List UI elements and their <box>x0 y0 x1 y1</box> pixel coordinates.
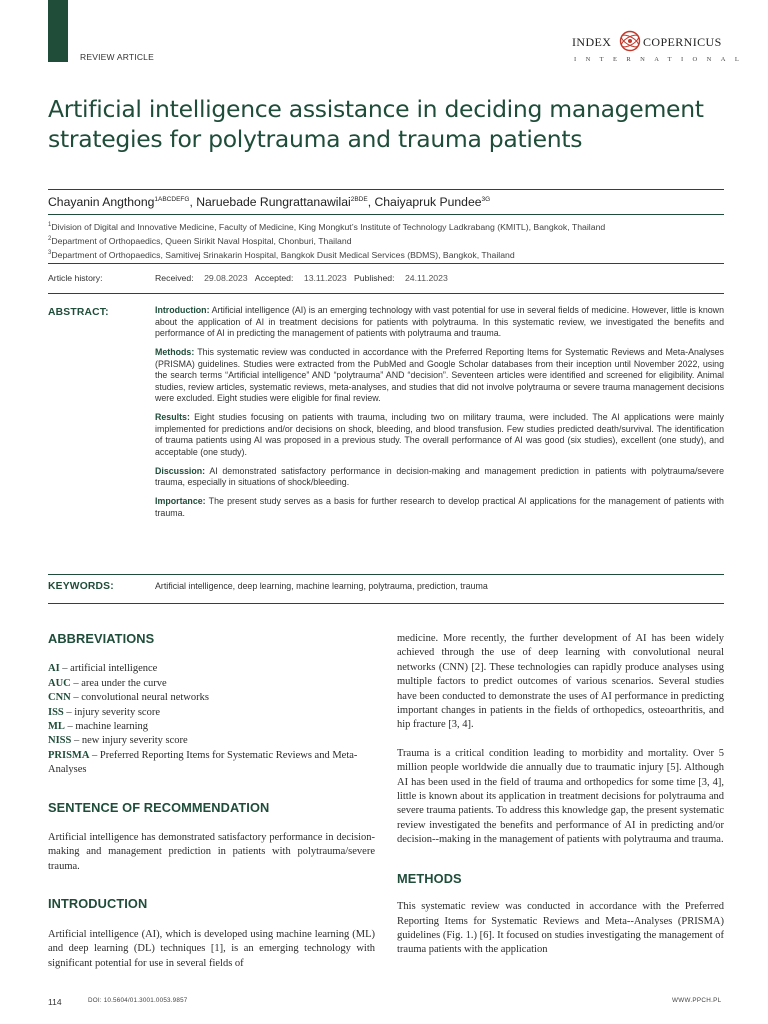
article-history <box>155 273 448 283</box>
abbreviations-heading: ABBREVIATIONS <box>48 631 155 646</box>
accent-bar <box>48 0 68 62</box>
affiliation-item: $^1$Division of Digital and Innovative Medicine, Faculty of Medicine, King Mongkut’s Institute of Technology Ladkrabang (KMITL), Bangkok, Thailand <box>48 221 606 232</box>
divider <box>48 263 724 264</box>
right-column <box>397 632 724 958</box>
abbreviation-item: ML – machine learning <box>48 721 149 733</box>
recommendation-heading: SENTENCE OF RECOMMENDATION <box>48 799 270 815</box>
article-type: REVIEW ARTICLE <box>80 52 154 62</box>
methods-heading: METHODS <box>397 870 462 886</box>
abstract-section: Introduction: Artificial intelligence (AI) is an emerging technology with vast potential for use in several fields of medicine. However, little is known about the application of AI in treatment decisions for patients with polytrauma. In this systematic review, we investigated the benefits and performance of AI in predicting the management of patients with polytrauma and trauma. <box>155 305 724 338</box>
published-date: 24.11.2023 <box>404 273 448 283</box>
abbreviation-item: CNN – convolutional neural networks <box>48 692 209 704</box>
doi-link[interactable]: DOI: 10.5604/01.3001.0053.9857 <box>88 997 188 1004</box>
received-label: Received: <box>155 273 194 283</box>
abstract-section: Discussion: AI demonstrated satisfactory performance in decision-making and management prediction in patients with polytrauma/severe trauma, especially in situations of shock/bleeding. <box>155 465 724 487</box>
divider <box>48 189 724 190</box>
abbreviation-item: AI – artificial intelligence <box>48 663 158 675</box>
logo-word-left: INDEX <box>572 35 612 49</box>
keywords-label: KEYWORDS: <box>48 581 114 592</box>
author-name: Chaiyapruk Pundee <box>374 195 482 209</box>
author-name: Chayanin Angthong <box>48 195 155 209</box>
affiliations <box>48 219 728 261</box>
logo-subtitle: INTERNATIONAL <box>574 56 749 63</box>
published-label: Published: <box>353 273 395 283</box>
abstract-section: Importance: The present study serves as a basis for further research to develop practical AI applications for the management of patients with trauma. <box>155 496 724 518</box>
journal-logo <box>572 30 749 66</box>
introduction-heading: INTRODUCTION <box>48 896 148 912</box>
abbreviation-item: ISS – injury severity score <box>48 706 160 718</box>
copernicus-emblem-icon <box>619 30 641 52</box>
abstract-section: Results: Eight studies focusing on patients with trauma, including two on military trauma, were included. The AI applications were mainly implemented for predictions and/or decisions on shock, bleeding, and blood transfusion. Few studies predicted death/survival. The identification of trauma patients using AI was proposed in a previous study. The overall performance of AI was good (six studies), excellent (one study), and acceptable (one study). <box>155 412 724 457</box>
website-link[interactable]: WWW.PPCH.PL <box>672 997 722 1004</box>
author-sup: 1ABCDEFG <box>154 195 190 203</box>
author-list: Chayanin Angthong$^{1ABCDEFG}$, Naruebade Rungrattanawilai$^{2BDE}$, Chaiyapruk Pundee$^{3G}$ <box>48 195 491 209</box>
abstract-label: ABSTRACT: <box>48 307 109 318</box>
abbreviation-item: PRISMA – Preferred Reporting Items for Systematic Reviews and Meta-Analyses <box>48 749 358 776</box>
author-sup: 2BDE <box>350 195 368 203</box>
abstract-section: Methods: This systematic review was conducted in accordance with the Preferred Reporting Items for Systematic Reviews and Meta-Analyses (PRISMA) guidelines. Studies were extracted from the PubMed and Google Scholar databases from their inception until November 2022, using the search terms “Artificial intelligence” AND “polytrauma” AND “decision”. Seventeen articles were identified and screened for eligibility. Animal studies, review articles, systematic reviews, meta-analyses, and studies that did not involve polytrauma or severe trauma management decisions were excluded. Eight studies were eligible for final review. <box>155 347 724 403</box>
affiliation-item: $^3$Department of Orthopaedics, Samitivej Srinakarin Hospital, Bangkok Dusit Medical Services (BDMS), Bangkok, Thailand <box>48 249 515 260</box>
author-sup: 3G <box>481 195 491 203</box>
affiliation-item: $^2$Department of Orthopaedics, Queen Sirikit Naval Hospital, Chonburi, Thailand <box>48 235 352 246</box>
introduction-text: Artificial intelligence (AI), which is developed using machine learning (ML) and deep learning (DL) techniques [1], is an emerging technology with significant potential for use in several fields of <box>48 928 375 969</box>
history-label: Article history: <box>48 273 103 283</box>
recommendation-text: Artificial intelligence has demonstrated satisfactory performance in decision-making and management prediction in patients with polytrauma/severe trauma. <box>48 832 375 872</box>
abbreviations-list <box>48 662 375 777</box>
page-number: 114 <box>48 997 62 1007</box>
divider <box>48 293 724 294</box>
article-title: Artificial intelligence assistance in deciding management strategies for polytrauma and trauma patients <box>48 95 704 153</box>
divider <box>48 603 724 604</box>
body-paragraph: Trauma is a critical condition leading to morbidity and mortality. Over 5 million people worldwide die annually due to traumatic injury [5]. Although AI has been used in the field of trauma and orthopedics for some time [3, 4], little is known about its application in treatment decisions for polytrauma and severe trauma patients. To address this knowledge gap, the present systematic review investigated the benefits and performance of AI in predicting and/or decision--making in the management of patients with polytrauma and trauma. <box>397 747 724 846</box>
left-column <box>48 632 375 971</box>
accepted-label: Accepted: <box>254 273 294 283</box>
keywords-text: Artificial intelligence, deep learning, machine learning, polytrauma, prediction, trauma <box>155 581 488 591</box>
author-name: Naruebade Rungrattanawilai <box>196 195 351 209</box>
abstract-body <box>155 305 724 527</box>
abbreviation-item: NISS – new injury severity score <box>48 735 188 747</box>
abbreviation-item: AUC – area under the curve <box>48 677 167 689</box>
divider <box>48 214 724 215</box>
body-paragraph: medicine. More recently, the further development of AI has been widely achieved through the use of deep learning with convolutional neural networks (CNN) [2]. These technologies can rapidly produce analyses using multiple factors to predict outcomes of various scenarios. Several studies have been conducted to demonstrate the uses of AI performance in predicting important changes in patients in the fields of orthopedics, osteoarthritis, and hip fracture [3, 4]. <box>397 633 724 731</box>
methods-text: This systematic review was conducted in accordance with the Preferred Reporting Items for Systematic Reviews and Meta--Analyses (PRISMA) guidelines (Fig. 1.) [6]. It focused on studies investigating the management of trauma patients with the application <box>397 901 724 956</box>
divider <box>48 574 724 575</box>
accepted-date: 13.11.2023 <box>303 273 347 283</box>
received-date: 29.08.2023 <box>204 273 248 283</box>
logo-word-right: COPERNICUS <box>643 35 722 49</box>
